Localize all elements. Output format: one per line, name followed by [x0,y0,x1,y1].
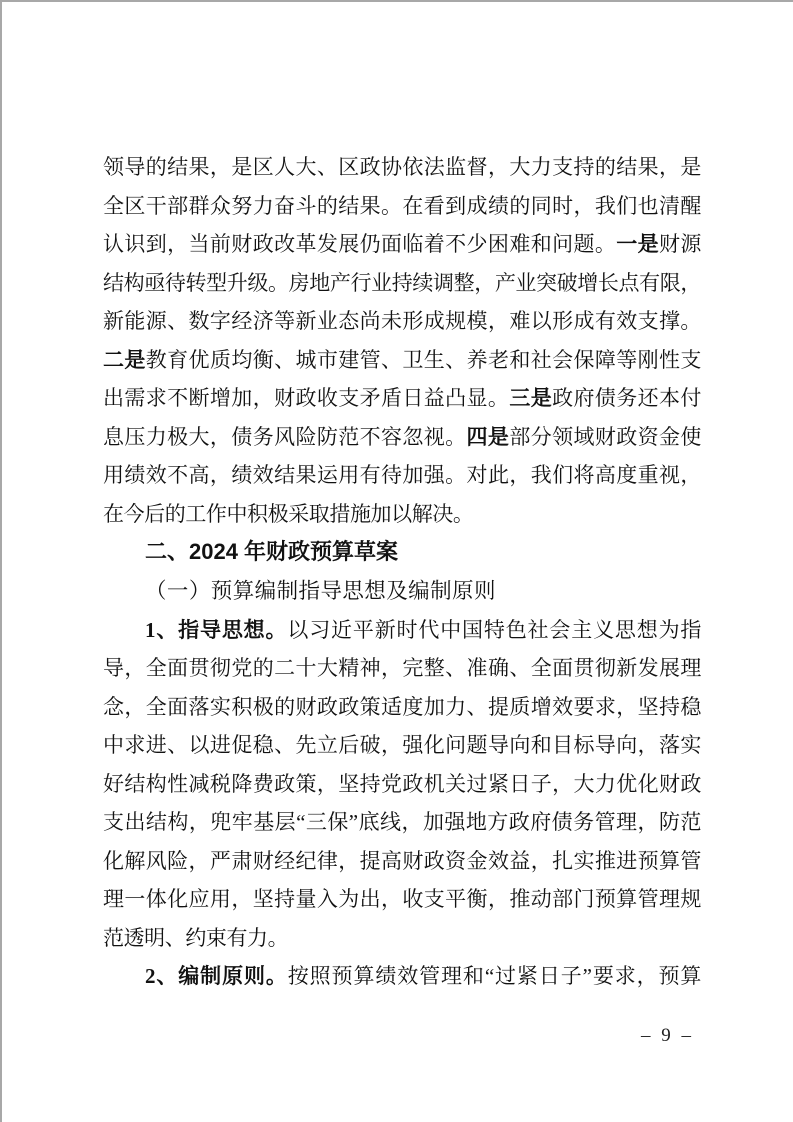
section-heading [103,533,701,572]
body-line [103,341,701,380]
text-run: 按照预算绩效管理和“过紧日子”要求，预算 [287,964,701,989]
body-line [103,765,701,804]
text-run: 在今后的工作中积极采取措施加以解决。 [103,501,474,526]
body-line [103,649,701,688]
body-line [103,726,701,765]
body-line [103,803,701,842]
text-run: 好结构性减税降费政策，坚持党政机关过紧日子，大力优化财政 [103,771,701,796]
body-line [103,302,701,341]
text-run: 支出结构，兜牢基层“三保”底线，加强地方政府债务管理，防范 [103,810,701,835]
subsection-heading [103,572,701,611]
text-run: 理一体化应用，坚持量入为出，收支平衡，推动部门预算管理规 [103,887,701,912]
text-run: 认识到，当前财政改革发展仍面临着不少困难和问题。 [103,232,617,257]
body-line [103,187,701,226]
body-line [103,842,701,881]
bold-text-run: 1、指导思想。 [145,617,288,642]
text-run: 部分领域财政资金使 [509,424,701,449]
bold-text-run: 2、编制原则。 [145,964,288,989]
bold-text-run: 一是 [616,232,660,257]
text-run: 结构亟待转型升级。房地产行业持续调整，产业突破增长点有限， [103,270,701,295]
text-run: 教育优质均衡、城市建管、卫生、养老和社会保障等刚性支 [145,347,701,372]
page-number: – 9 – [641,1025,694,1046]
text-run: 导，全面贯彻党的二十大精神，完整、准确、全面贯彻新发展理 [103,656,701,681]
text-run: 息压力极大，债务风险防范不容忽视。 [103,424,467,449]
body-line [103,919,701,958]
bold-text-run: 三是 [509,386,553,411]
body-line [103,264,701,303]
text-run: 念，全面落实积极的财政政策适度加力、提质增效要求，坚持稳 [103,694,701,719]
text-run: 用绩效不高，绩效结果运用有待加强。对此，我们将高度重视， [103,463,701,488]
text-run: 以习近平新时代中国特色社会主义思想为指 [287,617,701,642]
body-line [103,456,701,495]
body-line [103,880,701,919]
body-line [103,225,701,264]
text-run: 财源 [659,232,701,257]
paragraph-lead-line [103,611,701,650]
text-run: 出需求不断增加，财政收支矛盾日益凸显。 [103,386,510,411]
text-run: 化解风险，严肃财经纪律，提高财政资金效益，扎实推进预算管 [103,848,701,873]
text-run: 新能源、数字经济等新业态尚未形成规模，难以形成有效支撑。 [103,309,701,334]
paragraph-lead-line [103,957,701,996]
body-line [103,688,701,727]
document-body [103,148,701,996]
text-run: （一）预算编制指导思想及编制原则 [145,579,496,604]
text-run: 范透明、约束有力。 [103,925,289,950]
body-line [103,418,701,457]
bold-text-run: 二是 [103,347,146,372]
text-run: 领导的结果，是区人大、区政协依法监督，大力支持的结果，是 [103,155,701,179]
text-run: 中求进、以进促稳、先立后破，强化问题导向和目标导向，落实 [103,733,701,758]
text-run: 全区干部群众努力奋斗的结果。在看到成绩的同时，我们也清醒 [103,193,701,218]
bold-text-run: 四是 [466,424,510,449]
body-line [103,495,701,534]
bold-text-run: 二、2024 年财政预算草案 [145,539,399,565]
body-line [103,379,701,418]
body-line [103,148,701,187]
text-run: 政府债务还本付 [552,386,701,411]
